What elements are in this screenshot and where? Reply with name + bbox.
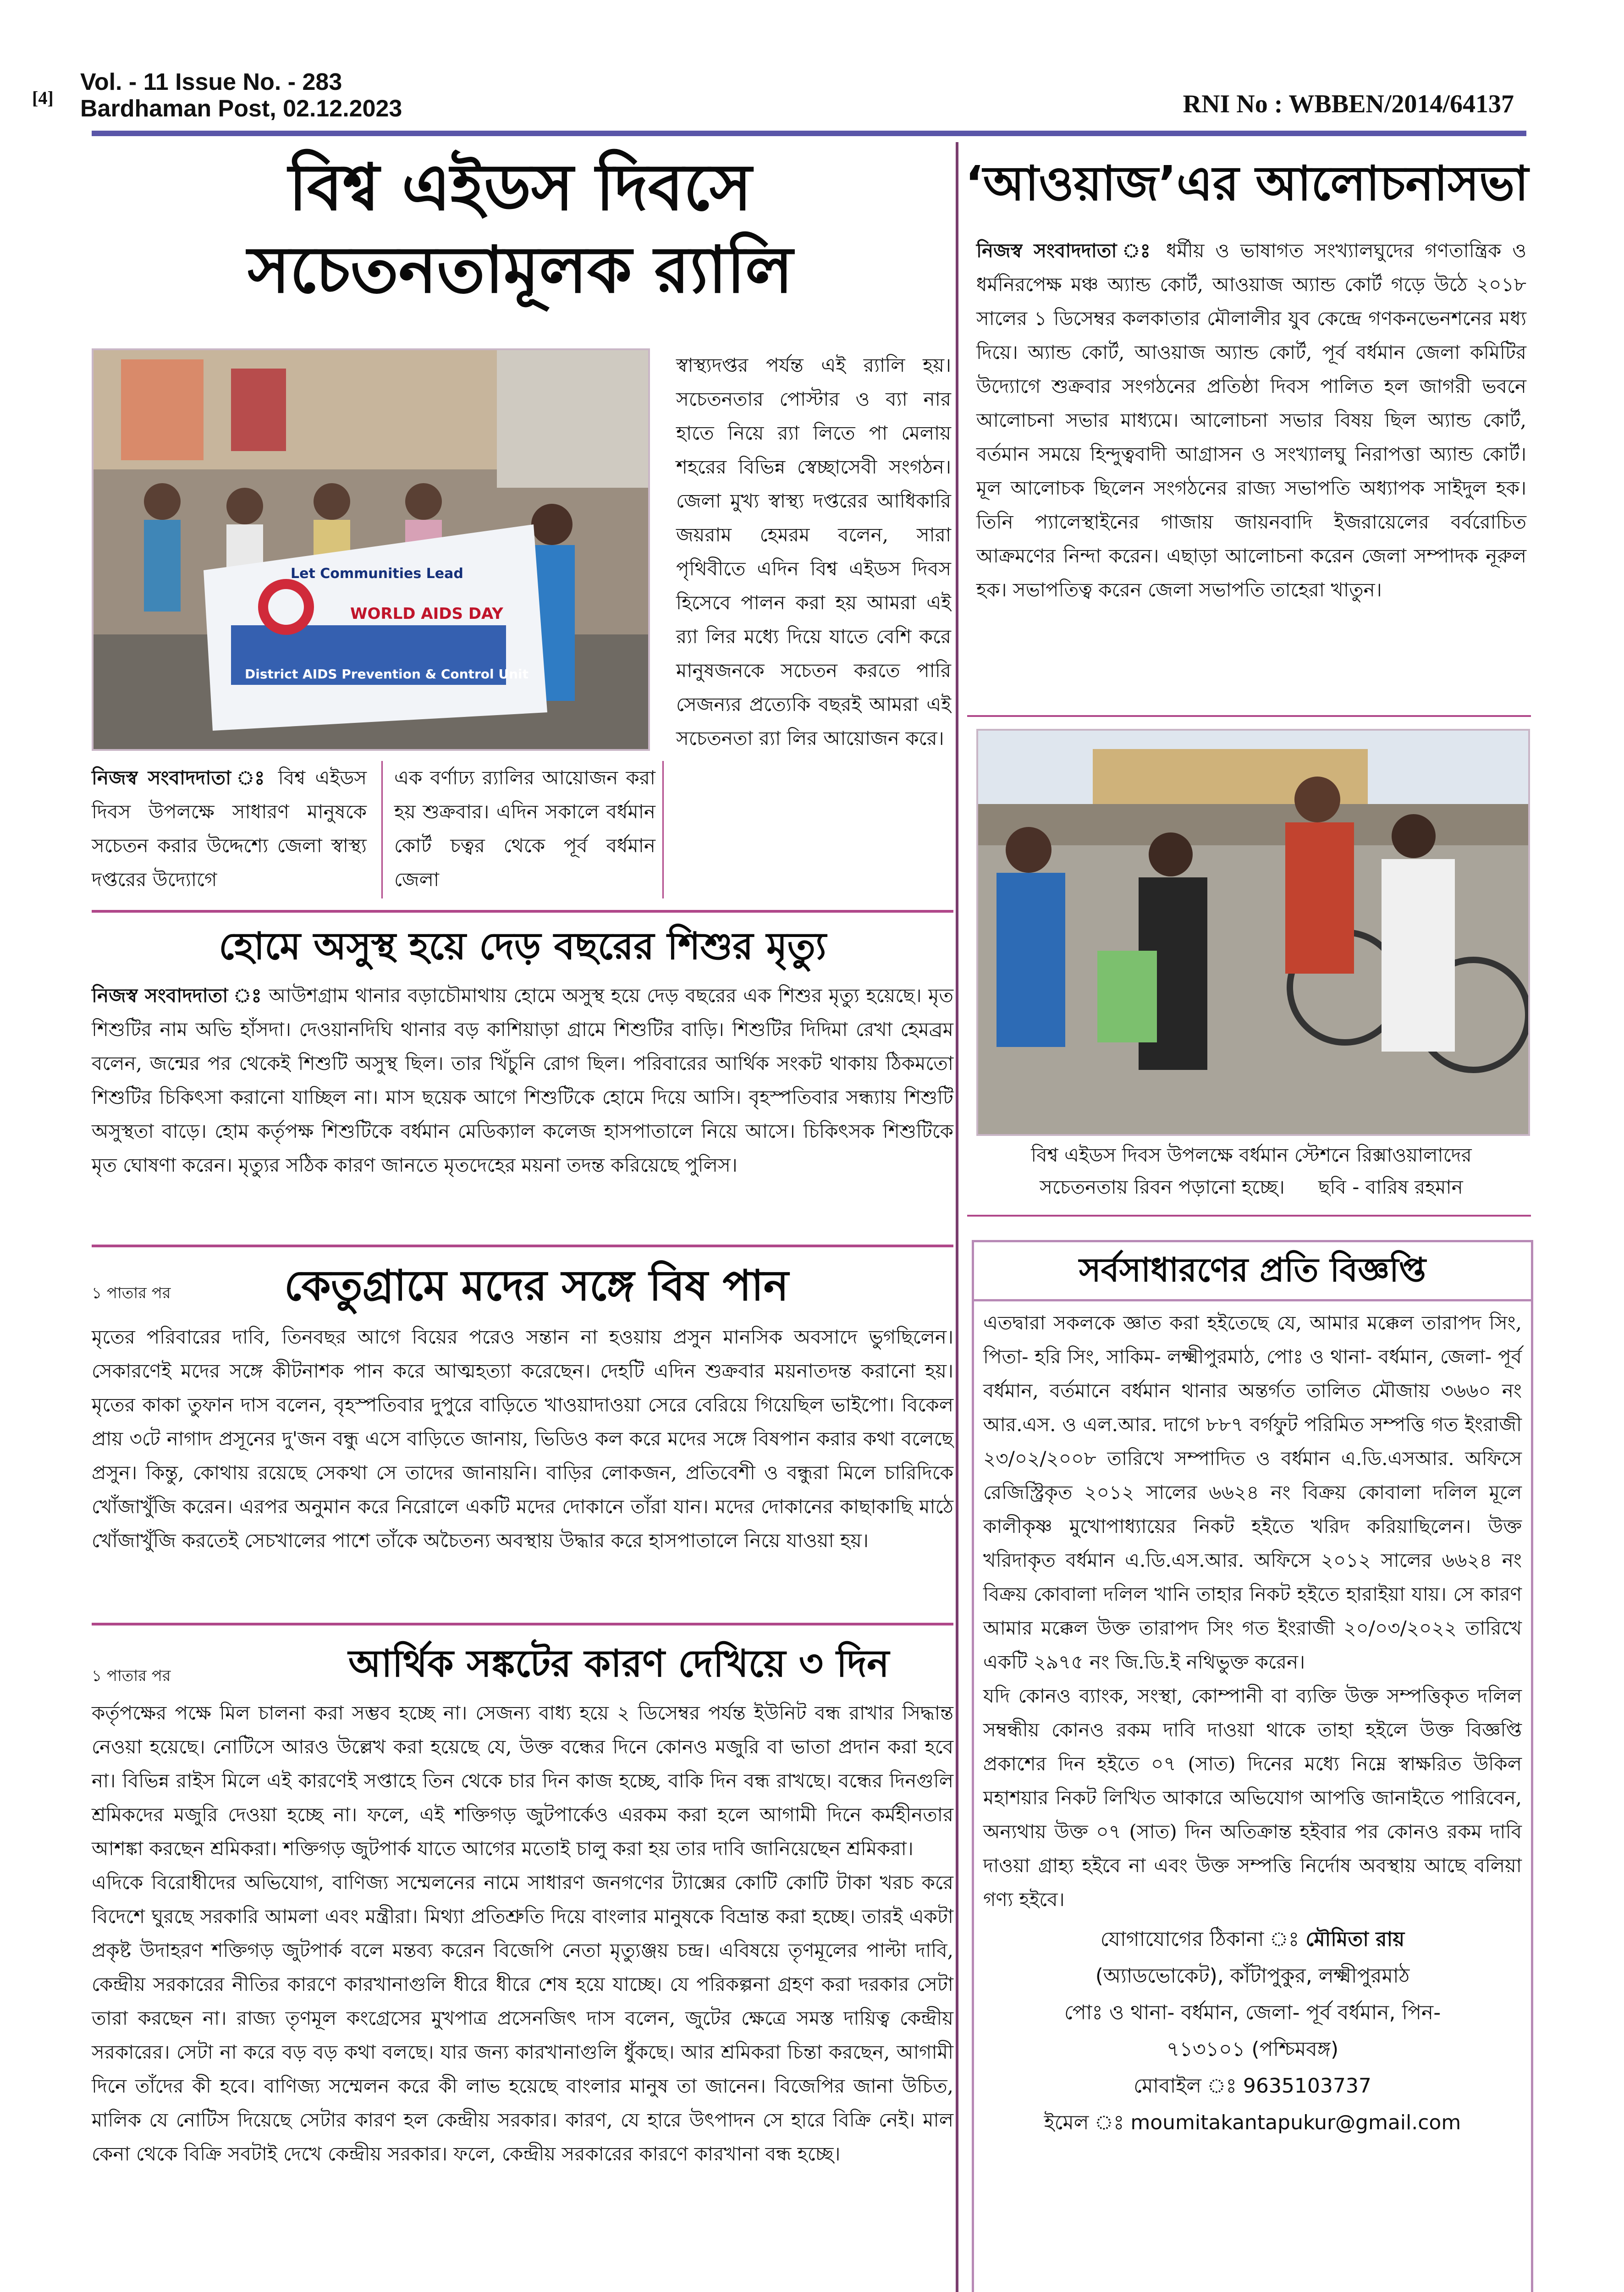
issue-info [80, 69, 402, 122]
notice-contact [974, 1921, 1531, 2141]
caption-line-1: বিশ্ব এইডস দিবস উপলক্ষে বর্ধমান স্টেশনে রিক্সাওয়ালাদের [1031, 1144, 1472, 1166]
section-divider [92, 1623, 953, 1625]
top-rule [92, 131, 1526, 136]
page-number: [4] [32, 88, 54, 108]
ketugram-continued: ১ পাতার পর [92, 1284, 171, 1302]
column-divider [381, 761, 383, 898]
banner-text-2: WORLD AIDS DAY [350, 605, 503, 623]
station-illustration [978, 731, 1528, 1134]
aids-headline-line2: সচেতনতামূলক র‍্যালি [248, 233, 793, 308]
address-line-2: পোঃ ও থানা- বর্ধমান, জেলা- পূর্ব বর্ধমান, পিন- [1064, 2001, 1441, 2024]
section-divider [92, 910, 953, 913]
child-body [92, 979, 953, 1182]
economy-headline: আর্থিক সঙ্কটের কারণ দেখিয়ে ৩ দিন [348, 1642, 890, 1686]
notice-para-2: যদি কোনও ব্যাংক, সংস্থা, কোম্পানী বা ব্যক্তি উক্ত সম্পত্তিকৃত দলিল সম্বন্ধীয় কোনও রকম দাবি দাওয়া থাকে তাহা হইলে উক্ত বিজ্ঞপ্তি প্রকাশের দিন হইতে ০৭ (সাত) দিনের মধ্যে নিম্নে স্বাক্ষরিত উকিল মহাশয়ার নিকট লিখিত আকারে অভিযোগ আপত্তি জানাইতে পারিবেন, অন্যথায় উক্ত ০৭ (সাত) দিন অতিক্রান্ত হইবার পর কোনও রকম দাবি দাওয়া গ্রাহ্য হইবে না এবং উক্ত সম্পত্তি নির্দোষ অবস্থায় আছে বলিয়া গণ্য হইবে। [983, 1685, 1522, 1911]
notice-body [974, 1306, 1531, 1917]
economy-body [92, 1696, 953, 2171]
address-line-1: (অ্যাডভোকেট), কাঁটাপুকুর, লক্ষ্মীপুরমাঠ [1095, 1964, 1410, 1988]
aids-col2-text: এক বর্ণাঢ্য র‍্যালির আয়োজন করা হয় শুক্রবার। এদিন সকালে বর্ধমান কোর্ট চত্বর থেকে পূর্ব বর্ধমান জেলা [394, 766, 655, 891]
aids-col3-text: স্বাস্থ্যদপ্তর পর্যন্ত এই র‍্যালি হয়। সচেতনতার পোস্টার ও ব্যা নার হাতে নিয়ে র‍্যা লিতে পা মেলায় শহরের বিভিন্ন স্বেচ্ছাসেবী সংগঠন। জেলা মুখ্য স্বাস্থ্য দপ্তরের আধিকারি জয়রাম হেমরম বলেন, সারা পৃথিবীতে এদিন বিশ্ব এইডস দিবস হিসেবে পালন করা হয় আমরা এই র‍্যা লির মধ্যে দিয়ে যাতে বেশি করে মানুষজনকে সচেতন করতে পারি সেজন্যর প্রত্যেকি বছরই আমরা এই সচেতনতা র‍্যা লির আয়োজন করে। [676, 354, 951, 749]
station-ribbon-photo [976, 729, 1530, 1136]
banner-text-1: Let Communities Lead [291, 566, 463, 582]
contact-label: যোগাযোগের ঠিকানা ঃ [1100, 1928, 1299, 1951]
mobile-number: মোবাইল ঃ 9635103737 [1134, 2074, 1371, 2098]
awaaz-body-text: ধর্মীয় ও ভাষাগত সংখ্যালঘুদের গণতান্ত্রিক ও ধর্মনিরপেক্ষ মঞ্চ অ্যান্ড কোর্ট, আওয়াজ অ্যান্ড কোর্ট গড়ে উঠে ২০১৮ সালের ১ ডিসেম্বর কলকাতার মৌলালীর যুব কেন্দ্রে গণকনভেনশনের মধ্য দিয়ে। অ্যান্ড কোর্ট, আওয়াজ অ্যান্ড কোর্ট, পূর্ব বর্ধমান জেলা কমিটির উদ্যোগে শুক্রবার সংগঠনের প্রতিষ্ঠা দিবস পালিত হল জাগরী ভবনে আলোচনা সভার মাধ্যমে। আলোচনা সভার বিষয় ছিল অ্যান্ড কোর্ট, বর্তমান সময়ে হিন্দুত্ববাদী আগ্রাসন ও সংখ্যালঘু নিরাপত্তা অ্যান্ড কোর্ট। মূল আলোচক ছিলেন সংগঠনের রাজ্য সভাপতি অধ্যাপক সাইদুল হক। তিনি প্যালেস্থাইনের গাজায় জায়নবাদি ইজরায়েলের বর্বরোচিত আক্রমণের নিন্দা করেন। এছাড়া আলোচনা করেন জেলা সম্পাদক নূরুল হক। সভাপতিত্ব করেন জেলা সভাপতি তাহেরা খাতুন। [976, 239, 1526, 601]
awaaz-byline: নিজস্ব সংবাদদাতা ঃ [976, 239, 1156, 262]
child-byline: নিজস্ব সংবাদদাতা ঃ [92, 984, 263, 1007]
notice-title-rule [974, 1299, 1531, 1301]
email-address: ইমেল ঃ moumitakantapukur@gmail.com [1044, 2111, 1461, 2134]
contact-name: মৌমিতা রায় [1305, 1928, 1405, 1951]
caption-line-2-text: সচেতনতায় রিবন পড়ানো হচ্ছে। [1040, 1176, 1285, 1198]
ketugram-body: মৃতের পরিবারের দাবি, তিনবছর আগে বিয়ের পরেও সন্তান না হওয়ায় প্রসুন মানসিক অবসাদে ভুগছিলেন। সেকারণেই মদের সঙ্গে কীটনাশক পান করে আত্মহত্যা করেছেন। দেহটি এদিন শুক্রবার ময়নাতদন্ত করানো হয়। মৃতের কাকা তুফান দাস বলেন, বৃহস্পতিবার দুপুরে বাড়িতে খাওয়াদাওয়া সেরে বেরিয়ে গিয়েছিল ভাইপো। বিকেল প্রায় ৩টে নাগাদ প্রসূনের দু'জন বন্ধু এসে বাড়িতে জানায়, ভিডিও কল করে মদের সঙ্গে বিষপান করার কথা বলেছে প্রসুন। কিন্তু, কোথায় রয়েছে সেকথা সে তাদের জানায়নি। বাড়ির লোকজন, প্রতিবেশী ও বন্ধুরা মিলে চারিদিকে খোঁজাখুঁজি করেন। এরপর অনুমান করে নিরোলে একটি মদের দোকানে তাঁরা যান। মদের দোকানের কাছাকাছি মাঠে খোঁজাখুঁজি করতেই সেচখালের পাশে তাঁকে অচৈতন্য অবস্থায় উদ্ধার করে হাসপাতালে নিয়ে যাওয়া হয়। [92, 1326, 953, 1552]
volume-label: Vol. - 11 Issue No. - 283 [80, 69, 342, 95]
section-divider [967, 1215, 1531, 1217]
rally-illustration [94, 350, 648, 749]
contact-line [974, 1921, 1531, 1958]
station-photo-caption [976, 1139, 1526, 1203]
aids-col1-body: বিশ্ব এইডস দিবস উপলক্ষে সাধারণ মানুষকে সচেতন করার উদ্দেশ্যে জেলা স্বাস্থ্য দপ্তরের উদ্যোগে [92, 766, 367, 891]
aids-col1-text [92, 761, 367, 897]
ketugram-headline: কেতুগ্রামে মদের সঙ্গে বিষ পান [284, 1261, 789, 1310]
aids-rally-photo [92, 348, 650, 751]
aids-headline-line1: বিশ্ব এইডস দিবসে [288, 150, 752, 225]
column-divider [956, 142, 958, 1233]
section-divider [92, 1245, 953, 1247]
photo-credit: ছবি - বারিষ রহমান [1318, 1176, 1463, 1198]
column-divider [956, 1233, 958, 2292]
paper-date: Bardhaman Post, 02.12.2023 [80, 95, 402, 122]
child-headline: হোমে অসুস্থ হয়ে দেড় বছরের শিশুর মৃত্যু [219, 925, 826, 968]
rni-number: RNI No : WBBEN/2014/64137 [1183, 90, 1514, 118]
banner-text-3: District AIDS Prevention & Control Unit [245, 667, 528, 682]
awaaz-body [976, 234, 1526, 607]
column-divider [662, 761, 664, 898]
public-notice-box [972, 1240, 1533, 2292]
address-line-3: ৭১৩১০১ (পশ্চিমবঙ্গ) [1166, 2038, 1339, 2061]
child-body-text: আউশগ্রাম থানার বড়াচৌমাথায় হোমে অসুস্থ হয়ে দেড় বছরের এক শিশুর মৃত্যু হয়েছে। মৃত শিশুটির নাম অভি হাঁসদা। দেওয়ানদিঘি থানার বড় কাশিয়াড়া গ্রামে শিশুটির বাড়ি। শিশুটির দিদিমা রেখা হেমব্রম বলেন, জন্মের পর থেকেই শিশুটি অসুস্থ ছিল। তার খিঁচুনি রোগ ছিল। পরিবারের আর্থিক সংকট থাকায় ঠিকমতো শিশুটির চিকিৎসা করানো যাচ্ছিল না। মাস ছয়েক আগে শিশুটিকে হোমে দিয়ে আসি। বৃহস্পতিবার সন্ধ্যায় শিশুটি অসুস্থতা বাড়ে। হোম কর্তৃপক্ষ শিশুটিকে বর্ধমান মেডিক্যাল কলেজ হাসপাতালে নিয়ে আসে। চিকিৎসক শিশুটিকে মৃত ঘোষণা করেন। মৃত্যুর সঠিক কারণ জানতে মৃতদেহের ময়না তদন্ত করিয়েছে পুলিস। [92, 984, 954, 1176]
notice-para-1: এতদ্বারা সকলকে জ্ঞাত করা হইতেছে যে, আমার মক্কেল তারাপদ সিং, পিতা- হরি সিং, সাকিম- লক্ষ্মীপুরমাঠ, পোঃ ও থানা- বর্ধমান, জেলা- পূর্ব বর্ধমান, বর্তমানে বর্ধমান থানার অন্তর্গত তালিত মৌজায় ৩৬৬০ নং আর.এস. ও এল.আর. দাগে ৮৮৭ বর্গফুট পরিমিত সম্পত্তি গত ইংরাজী ২৩/০২/২০০৮ তারিখে সম্পাদিত ও বর্ধমান এ.ডি.এসআর. অফিসে রেজিস্ট্রিকৃত ২০১২ সালের ৬৬২৪ নং বিক্রয় কোবালা দলিল মূলে কালীকৃষ্ণ মুখোপাধ্যায়ের নিকট হইতে খরিদ করিয়াছিলেন। উক্ত খরিদাকৃত বর্ধমান এ.ডি.এস.আর. অফিসে ২০১২ সালের ৬৬২৪ নং বিক্রয় কোবালা দলিল খানি তাহার নিকট হইতে হারাইয়া যায়। সে কারণ আমার মক্কেল উক্ত তারাপদ সিং গত ইংরাজী ২০/০৩/২০২২ তারিখে একটি ২৯৭৫ নং জি.ডি.ই নথিভুক্ত করেন। [983, 1311, 1522, 1673]
section-divider [967, 715, 1531, 717]
notice-title: সর্বসাধারণের প্রতি বিজ্ঞপ্তি [1079, 1251, 1426, 1289]
economy-para-1: কর্তৃপক্ষের পক্ষে মিল চালনা করা সম্ভব হচ্ছে না। সেজন্য বাধ্য হয়ে ২ ডিসেম্বর পর্যন্ত ইউনিট বন্ধ রাখার সিদ্ধান্ত নেওয়া হয়েছে। নোটিসে আরও উল্লেখ করা হয়েছে যে, উক্ত বন্ধের দিনে কোনও মজুরি বা ভাতা প্রদান করা হবে না। বিভিন্ন রাইস মিলে এই কারণেই সপ্তাহে তিন থেকে চার দিন কাজ হচ্ছে, বাকি দিন বন্ধ রাখছে। বন্ধের দিনগুলি শ্রমিকদের মজুরি দেওয়া হচ্ছে না। ফলে, এই শক্তিগড় জুটপার্কেও এরকম করা হলে আগামী দিনে কর্মহীনতার আশঙ্কা করছেন শ্রমিকরা। শক্তিগড় জুটপার্ক যাতে আগের মতোই চালু করা হয় তার দাবি জানিয়েছেন শ্রমিকরা। [92, 1702, 953, 1860]
awaaz-headline: ‘আওয়াজ’এর আলোচনাসভা [965, 155, 1529, 211]
aids-byline: নিজস্ব সংবাদদাতা ঃ [92, 766, 269, 789]
caption-line-2 [976, 1171, 1526, 1203]
economy-continued: ১ পাতার পর [92, 1667, 171, 1685]
economy-para-2: এদিকে বিরোধীদের অভিযোগ, বাণিজ্য সম্মেলনের নামে সাধারণ জনগণের ট্যাক্সের কোটি কোটি টাকা খরচ করে বিদেশে ঘুরছে সরকারি আমলা এবং মন্ত্রীরা। মিথ্যা প্রতিশ্রুতি দিয়ে বাংলার মানুষকে বিভ্রান্ত করা হচ্ছে। তারই একটা প্রকৃষ্ট উদাহরণ শক্তিগড় জুটপার্ক বলে মন্তব্য করেন বিজেপি নেতা মৃত্যুঞ্জয় চন্দ্র। এবিষয়ে তৃণমূলের পাল্টা দাবি, কেন্দ্রীয় সরকারের নীতির কারণে কারখানাগুলি ধীরে ধীরে শেষ হয়ে যাচ্ছে। যে পরিকল্পনা গ্রহণ করা দরকার সেটা তারা করছেন না। রাজ্য তৃণমূল কংগ্রেসের মুখপাত্র প্রসেনজিৎ দাস বলেন, জুটের ক্ষেত্রে সমস্ত দায়িত্ব কেন্দ্রীয় সরকারের। সেটা না করে বড় বড় কথা বলছে। যার জন্য কারখানাগুলি ধুঁকছে। আর শ্রমিকরা চিন্তা করছেন, আগামী দিনে তাঁদের কী হবে। বাণিজ্য সম্মেলন করে কী লাভ হয়েছে বাংলার মানুষ তা জানেন। বিজেপির জানা উচিত, মালিক যে নোটিস দিয়েছে সেটার কারণ হল কেন্দ্রীয় সরকার। কারণ, যে হারে উৎপাদন সে হারে বিক্রি নেই। মাল কেনা থেকে বিক্রি সবটাই দেখে কেন্দ্রীয় সরকার। ফলে, কেন্দ্রীয় সরকারের কারণে কারখানা বন্ধ হচ্ছে। [92, 1871, 953, 2165]
